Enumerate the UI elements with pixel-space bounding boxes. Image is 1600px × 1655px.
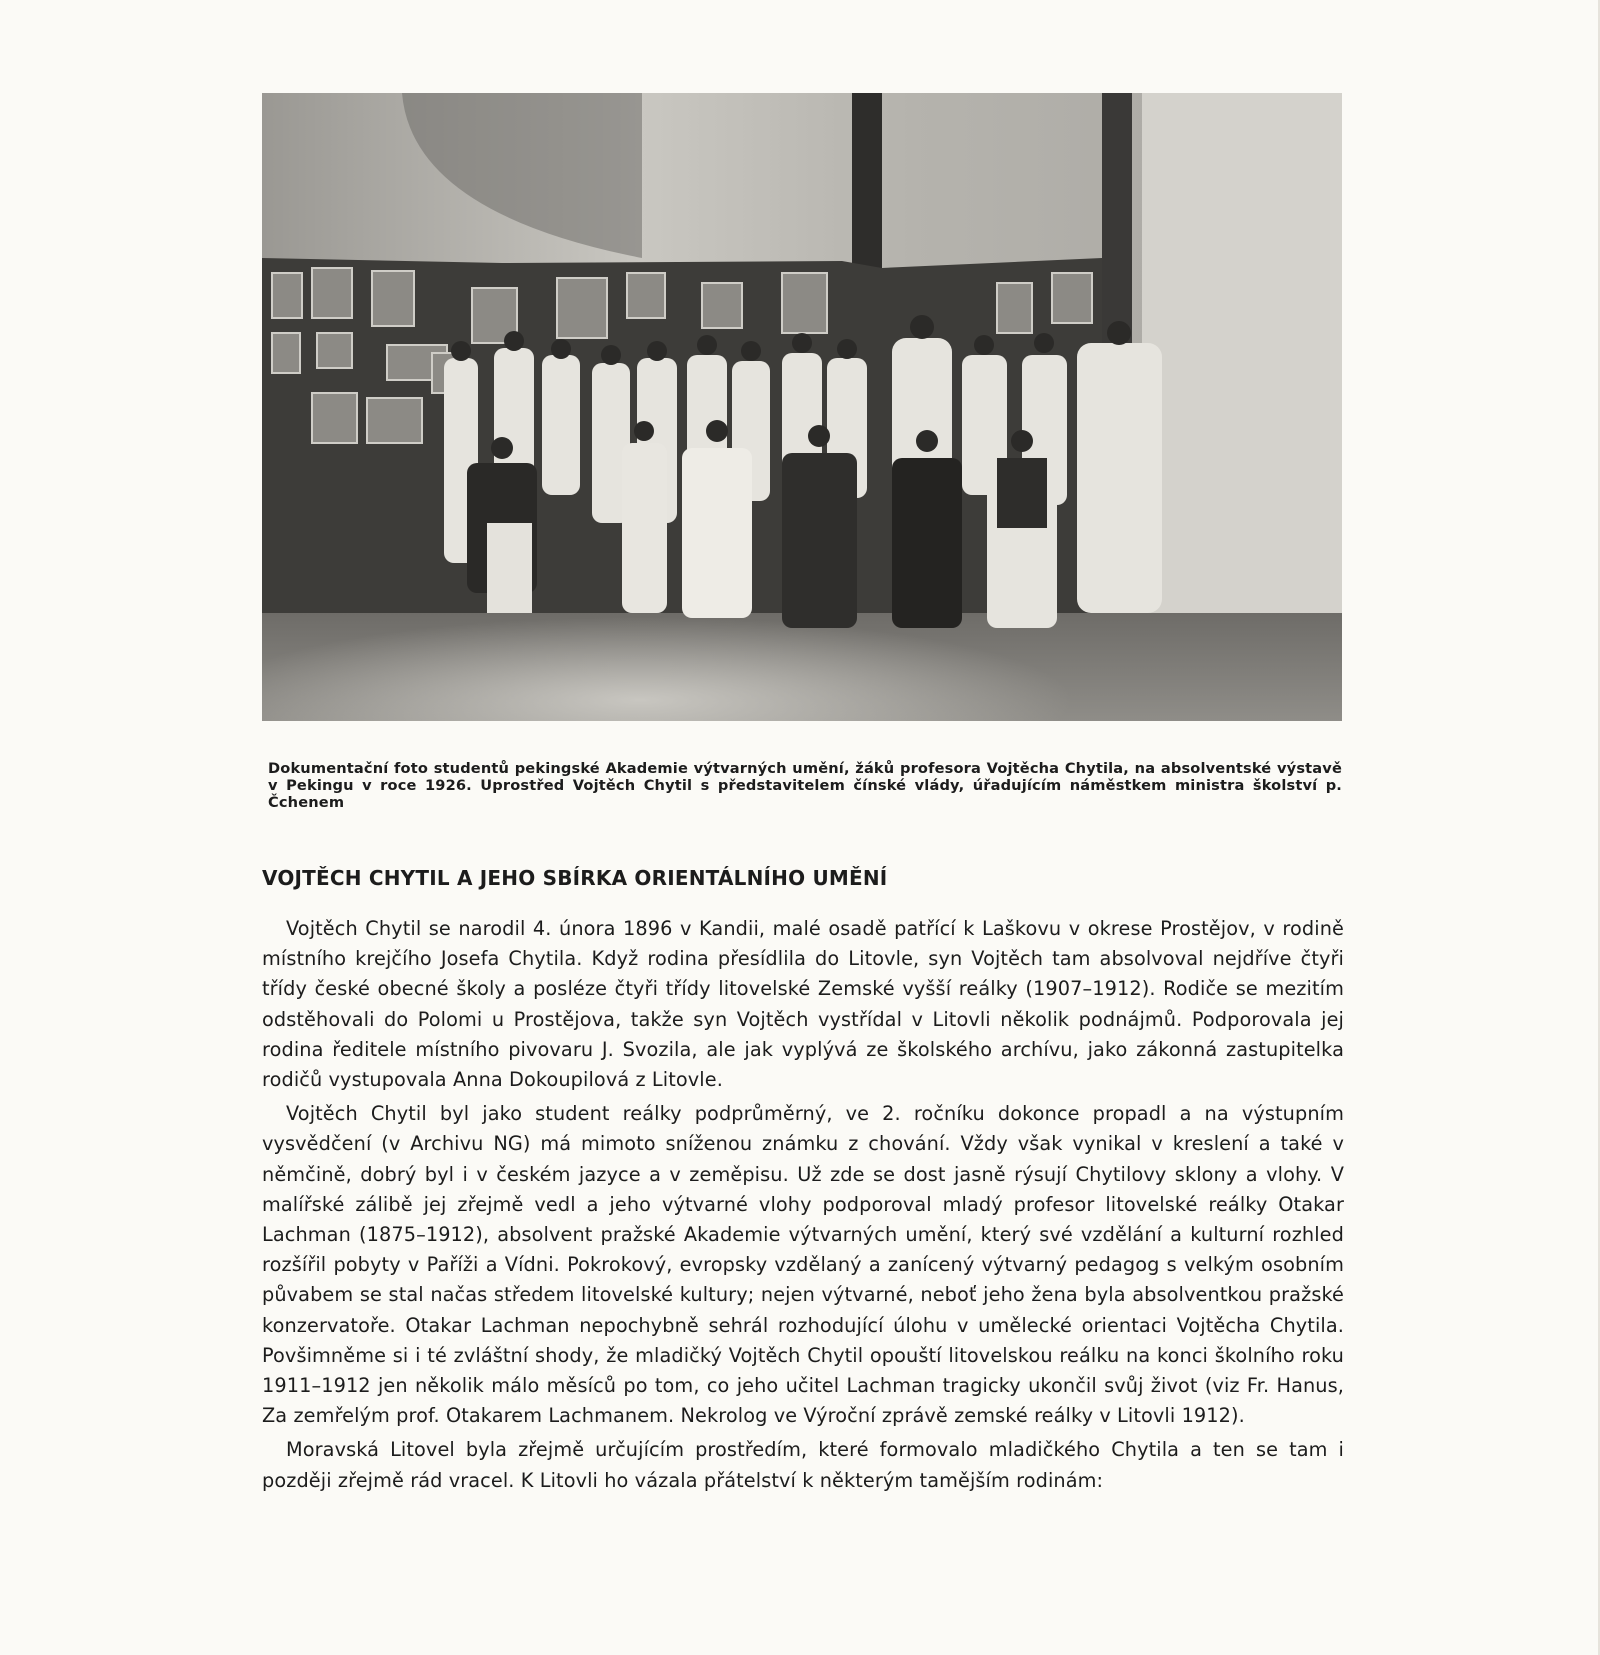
- paragraph: Vojtěch Chytil byl jako student reálky podprůměrný, ve 2. ročníku dokonce propadl a na výstupním vysvědčení (v Archivu NG) má mimoto sníženou známku z chování. Vždy však vynikal v kreslení a také v němčině, dobrý byl i v českém jazyce a v zeměpisu. Už zde se dost jasně rýsují Chytilovy sklony a vlohy. V malířské zálibě jej zřejmě vedl a jeho výtvarné vlohy podporoval mladý profesor litovelské reálky Otakar Lachman (1875–1912), absolvent pražské Akademie výtvarných umění, který své vzdělání a kulturní rozhled rozšířil pobyty v Paříži a Vídni. Pokrokový, evropsky vzdělaný a zanícený výtvarný pedagog s velkým osobním půvabem se stal načas středem litovelské kultury; nejen výtvarné, neboť jeho žena byla absolventkou pražské konzervatoře. Otakar Lachman nepochybně sehrál rozhodující úlohu v umělecké orientaci Vojtěcha Chytila. Povšimněme si i té zvláštní shody, že mladičký Vojtěch Chytil opouští litovelskou reálku na konci školního roku 1911–1912 jen několik málo měsíců po tom, co jeho učitel Lachman tragicky ukončil svůj život (viz Fr. Hanus, Za zemřelým prof. Otakarem Lachmanem. Nekrolog ve Výroční zprávě zemské reálky v Litovli 1912).: [262, 1102, 1344, 1428]
- paragraph: Moravská Litovel byla zřejmě určujícím prostředím, které formovalo mladičkého Chytila a ten se tam i později zřejmě rád vracel. K Litovli ho vázala přátelství k některým tamějším rodinám:: [262, 1438, 1344, 1492]
- section-title: VOJTĚCH CHYTIL A JEHO SBÍRKA ORIENTÁLNÍHO UMĚNÍ: [262, 866, 888, 890]
- photo-illustration: [262, 93, 1342, 721]
- paragraph: Vojtěch Chytil se narodil 4. února 1896 v Kandii, malé osadě patřící k Laškovu v okrese Prostějov, v rodině místního krejčího Josefa Chytila. Když rodina přesídlila do Litovle, syn Vojtěch tam absolvoval nejdříve čtyři třídy české obecné školy a posléze čtyři třídy litovelské Zemské vyšší reálky (1907–1912). Rodiče se mezitím odstěhovali do Polomi u Prostějova, takže syn Vojtěch vystřídal v Litovli několik podnájmů. Podporovala jej rodina ředitele místního pivovaru J. Svozila, ale jak vyplývá ze školského archívu, jako zákonná zastupitelka rodičů vystupovala Anna Dokoupilová z Litovle.: [262, 917, 1344, 1092]
- documentary-photo: [262, 93, 1342, 721]
- article-body: [262, 914, 1344, 1500]
- photo-caption: Dokumentační foto studentů pekingské Akademie výtvarných umění, žáků profesora Vojtěcha Chytila, na absolventské výstavě v Pekingu v roce 1926. Uprostřed Vojtěch Chytil s představitelem čínské vlády, úřadujícím náměstkem ministra školství p. Čchenem: [268, 760, 1342, 811]
